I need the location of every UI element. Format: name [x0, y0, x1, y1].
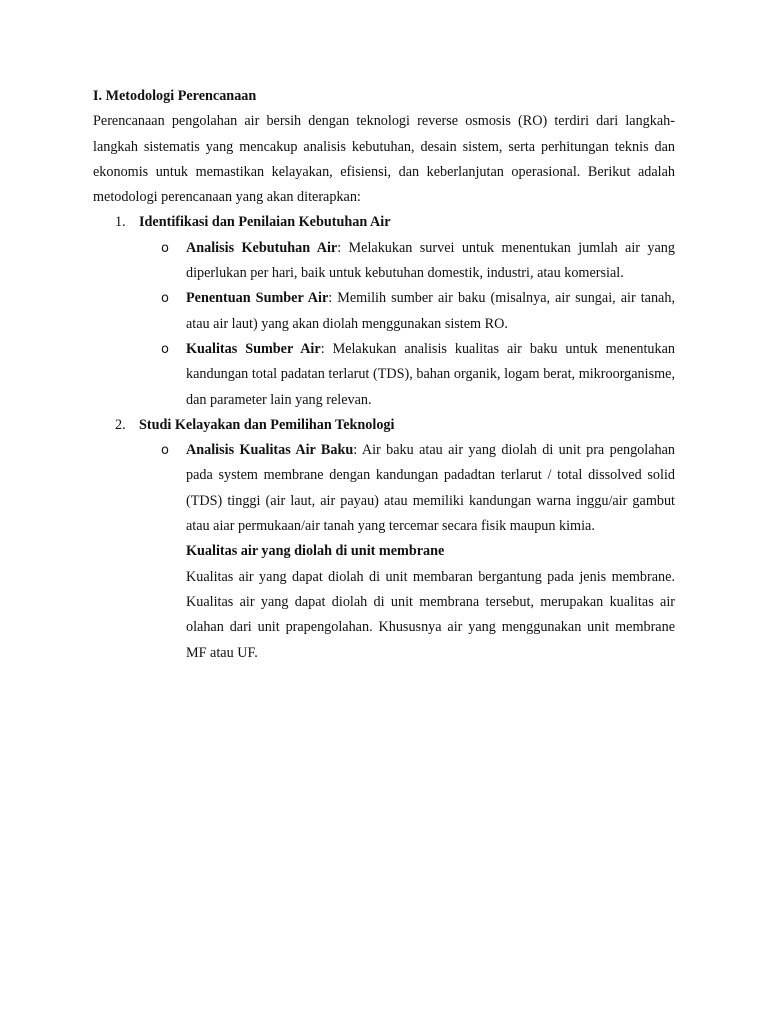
- item-term: Penentuan Sumber Air: [186, 290, 329, 307]
- step-2: [93, 413, 675, 666]
- item-term: Kualitas Sumber Air: [186, 340, 321, 357]
- step-2-subheading: Kualitas air yang diolah di unit membrane: [186, 543, 445, 560]
- item-text: : Memilih sumber air baku (misalnya, air sungai, air tanah, atau air laut) yang akan diolah menggunakan sistem RO.: [186, 290, 675, 332]
- step-1: [93, 210, 675, 412]
- item-text: : Melakukan survei untuk menentukan jumlah air yang diperlukan per hari, baik untuk kebutuhan domestik, industri, atau komersial.: [186, 239, 675, 282]
- list-item: [93, 236, 675, 287]
- item-term: Analisis Kualitas Air Baku: [186, 442, 354, 459]
- list-item: [93, 286, 675, 337]
- step-1-header: [93, 210, 675, 235]
- bullet-icon: o: [161, 291, 169, 307]
- list-item: [93, 337, 675, 413]
- step-1-title: Identifikasi dan Penilaian Kebutuhan Air: [139, 214, 391, 231]
- section-heading: I. Metodologi Perencanaan: [93, 88, 257, 104]
- item-term: Analisis Kebutuhan Air: [186, 239, 338, 256]
- step-2-subparagraph: Kualitas air yang dapat diolah di unit membaran bergantung pada jenis membrane. Kualitas air yang dapat diolah di unit membrana tersebut, merupakan kualitas air olahan dari unit prapengolahan. Khususnya air yang menggunakan unit membrane MF atau UF.: [186, 568, 675, 661]
- step-1-items: [93, 236, 675, 413]
- bullet-icon: o: [161, 240, 169, 256]
- step-2-header: [93, 413, 675, 438]
- list-item: [93, 438, 675, 539]
- document-page: [93, 84, 675, 666]
- step-1-number: 1.: [115, 214, 126, 231]
- intro-paragraph: Perencanaan pengolahan air bersih dengan teknologi reverse osmosis (RO) terdiri dari langkah-langkah sistematis yang mencakup analisis kebutuhan, desain sistem, serta perhitungan teknis dan ekonomis untuk memastikan kelayakan, efisiensi, dan keberlanjutan operasional. Berikut adalah metodologi perencanaan yang akan diterapkan:: [93, 113, 675, 206]
- step-2-title: Studi Kelayakan dan Pemilihan Teknologi: [139, 416, 395, 433]
- item-text: : Melakukan analisis kualitas air baku untuk menentukan kandungan total padatan terlarut (TDS), bahan organik, logam berat, mikroorganisme, dan parameter lain yang relevan.: [186, 340, 675, 408]
- bullet-icon: o: [161, 443, 169, 459]
- step-2-number: 2.: [115, 416, 126, 433]
- step-2-items: [93, 438, 675, 539]
- item-text: : Air baku atau air yang diolah di unit pra pengolahan pada system membrane dengan kandungan padadtan terlarut / total dissolved solid (TDS) tinggi (air laut, air payau) atau memiliki kandungan warna inggu/air gambut atau aiar permukaan/air tanah yang tercemar secara fisik maupun kimia.: [186, 442, 676, 535]
- bullet-icon: o: [161, 341, 169, 357]
